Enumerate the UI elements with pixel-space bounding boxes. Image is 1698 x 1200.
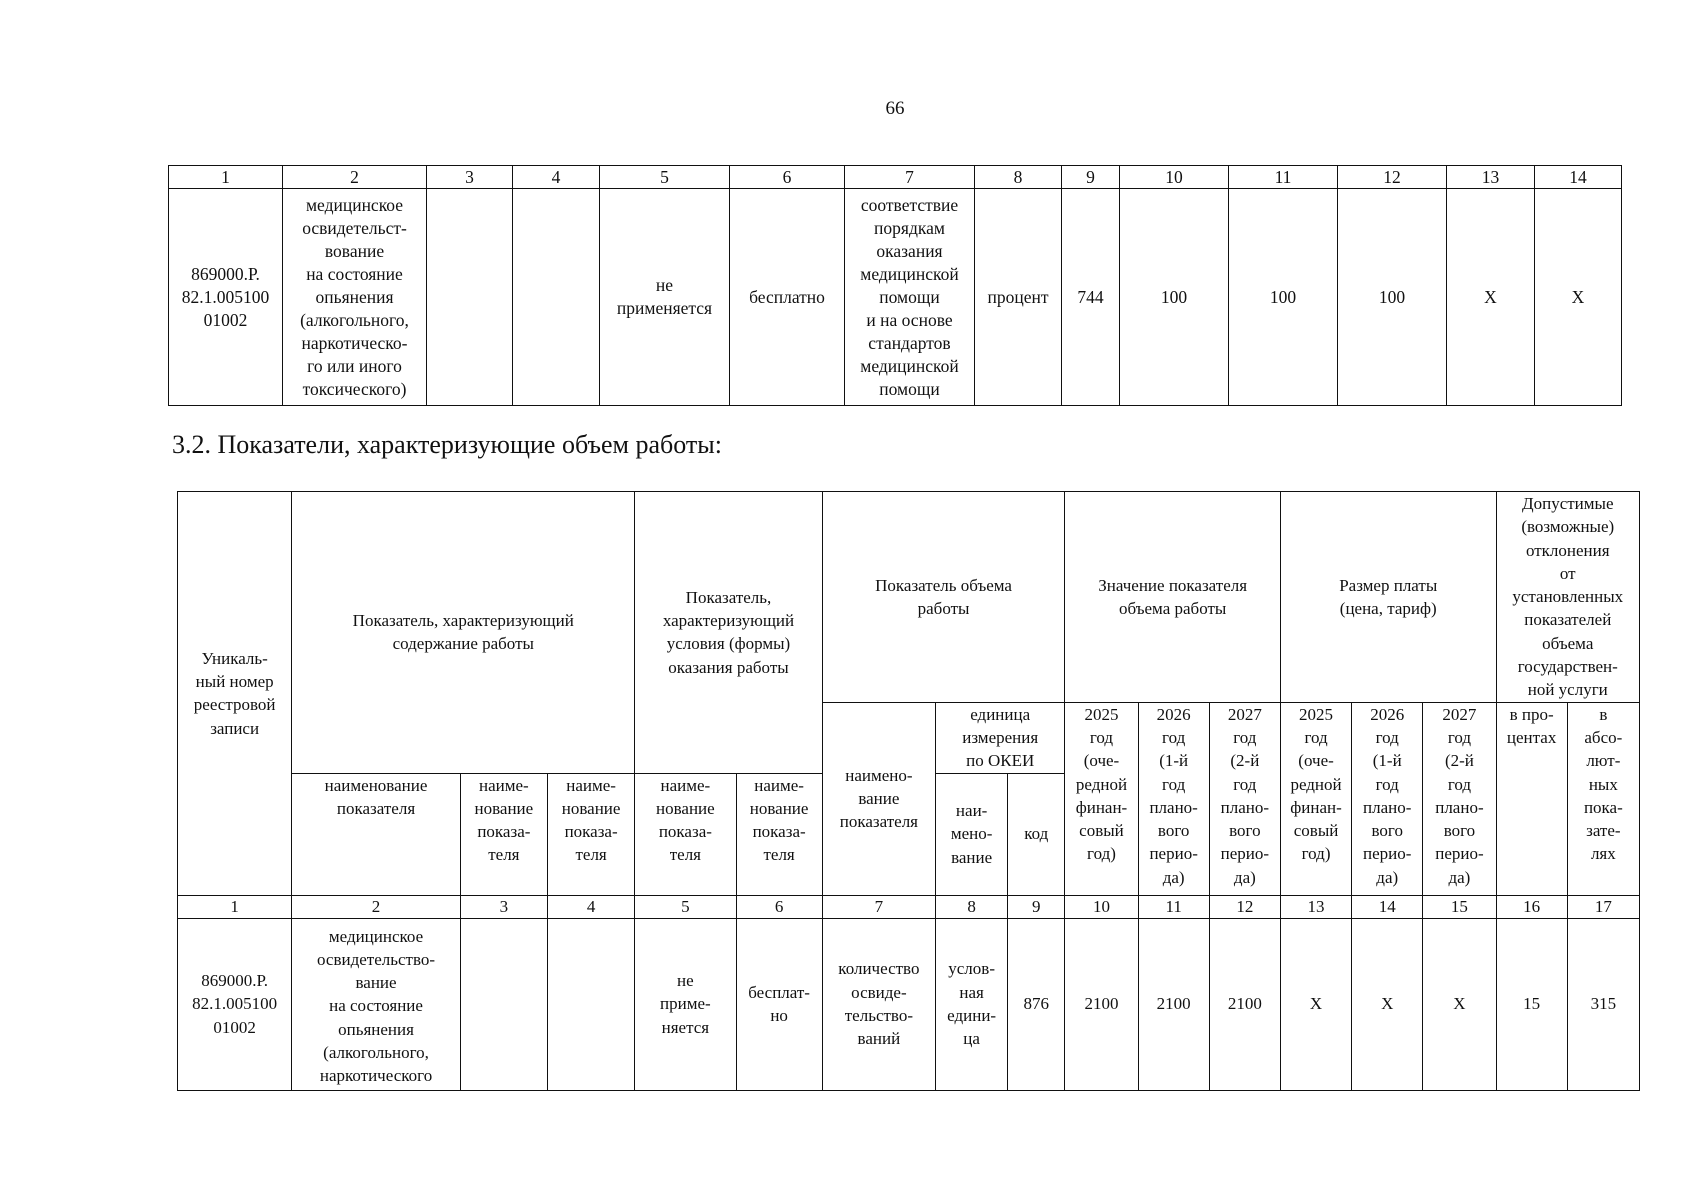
service-content: медицинское освидетельст- вование на состояние опьянения (алкогольного, наркотическо- го или иного токсического)	[283, 189, 427, 406]
fee-2026: X	[1352, 918, 1423, 1090]
unit-code: 876	[1008, 918, 1065, 1090]
unit-name-header: наи- мено- вание	[936, 773, 1008, 895]
column-number: 10	[1120, 166, 1229, 189]
service-quality-table	[168, 165, 1622, 406]
column-number: 10	[1065, 895, 1138, 918]
deviation-percent-header: в про- центах	[1496, 702, 1567, 895]
fee-2025-header: 2025 год (оче- редной финан- совый год)	[1280, 702, 1351, 895]
column-number: 11	[1138, 895, 1209, 918]
column-number: 15	[1423, 895, 1496, 918]
column-number-row	[178, 895, 1640, 918]
column-number: 5	[635, 895, 736, 918]
column-number-row	[169, 166, 1622, 189]
empty-cell	[427, 189, 513, 406]
value-2027-header: 2027 год (2-й год плано- вого перио- да)	[1209, 702, 1280, 895]
payment-form: бесплатно	[730, 189, 845, 406]
column-number: 12	[1338, 166, 1447, 189]
fee-2027-header: 2027 год (2-й год плано- вого перио- да)	[1423, 702, 1496, 895]
column-number: 9	[1062, 166, 1120, 189]
column-number: 14	[1352, 895, 1423, 918]
fee-2027: X	[1423, 918, 1496, 1090]
column-number: 2	[292, 895, 460, 918]
payment-form: бесплат- но	[736, 918, 822, 1090]
column-number: 1	[178, 895, 292, 918]
value-2026: 2100	[1138, 918, 1209, 1090]
column-number: 7	[822, 895, 935, 918]
unit-name: услов- ная едини- ца	[936, 918, 1008, 1090]
fee-2025: X	[1280, 918, 1351, 1090]
quality-indicator: соответствие порядкам оказания медицинской помощи и на основе стандартов медицинской помощи	[845, 189, 975, 406]
unit-code: 744	[1062, 189, 1120, 406]
column-number: 2	[283, 166, 427, 189]
value-2027: 100	[1338, 189, 1447, 406]
deviation-percent: X	[1447, 189, 1535, 406]
unit-name: процент	[975, 189, 1062, 406]
indicator-name-header: наиме- нование показа- теля	[635, 773, 736, 895]
column-number: 14	[1535, 166, 1622, 189]
deviation-percent: 15	[1496, 918, 1567, 1090]
fee-2026-header: 2026 год (1-й год плано- вого перио- да)	[1352, 702, 1423, 895]
section-heading: 3.2. Показатели, характеризующие объем работы:	[172, 430, 722, 459]
service-content: медицинское освидетельство- вание на состояние опьянения (алкогольного, наркотического	[292, 918, 460, 1090]
column-number: 11	[1229, 166, 1338, 189]
value-2026: 100	[1229, 189, 1338, 406]
volume-indicator-header: Показатель объема работы	[822, 492, 1065, 703]
column-number: 4	[513, 166, 600, 189]
indicator-name-header: наиме- нование показа- теля	[736, 773, 822, 895]
value-2025: 2100	[1065, 918, 1138, 1090]
empty-cell	[513, 189, 600, 406]
column-number: 13	[1280, 895, 1351, 918]
column-number: 8	[936, 895, 1008, 918]
column-number: 12	[1209, 895, 1280, 918]
empty-cell	[460, 918, 547, 1090]
value-2025: 100	[1120, 189, 1229, 406]
service-condition: не применяется	[600, 189, 730, 406]
fee-header: Размер платы (цена, тариф)	[1280, 492, 1496, 703]
value-2026-header: 2026 год (1-й год плано- вого перио- да)	[1138, 702, 1209, 895]
column-number: 3	[427, 166, 513, 189]
empty-cell	[547, 918, 634, 1090]
service-condition: не приме- няется	[635, 918, 736, 1090]
indicator-name-header: наиме- нование показа- теля	[460, 773, 547, 895]
volume-value-header: Значение показателя объема работы	[1065, 492, 1281, 703]
value-2025-header: 2025 год (оче- редной финан- совый год)	[1065, 702, 1138, 895]
page-number: 66	[885, 98, 905, 119]
deviation-header: Допустимые (возможные) отклонения от установленных показателей объема государствен- ной услуги	[1496, 492, 1639, 703]
table-row	[178, 918, 1640, 1090]
column-number: 6	[736, 895, 822, 918]
registry-number: 869000.Р. 82.1.005100 01002	[178, 918, 292, 1090]
registry-number-header: Уникаль- ный номер реестровой записи	[178, 492, 292, 896]
header-row	[178, 492, 1640, 703]
value-2027: 2100	[1209, 918, 1280, 1090]
column-number: 13	[1447, 166, 1535, 189]
unit-code-header: код	[1008, 773, 1065, 895]
column-number: 5	[600, 166, 730, 189]
column-number: 6	[730, 166, 845, 189]
column-number: 3	[460, 895, 547, 918]
column-number: 7	[845, 166, 975, 189]
indicator-name-header: наименование показателя	[292, 773, 460, 895]
indicator-name-header: наиме- нование показа- теля	[547, 773, 634, 895]
column-number: 16	[1496, 895, 1567, 918]
deviation-absolute-header: в абсо- лют- ных пока- зате- лях	[1567, 702, 1639, 895]
unit-okei-header: единица измерения по ОКЕИ	[936, 702, 1065, 773]
registry-number: 869000.Р. 82.1.005100 01002	[169, 189, 283, 406]
volume-indicator: количество освиде- тельство- ваний	[822, 918, 935, 1090]
content-indicator-header: Показатель, характеризующий содержание работы	[292, 492, 635, 774]
table-row	[169, 189, 1622, 406]
deviation-absolute: X	[1535, 189, 1622, 406]
work-volume-table	[177, 491, 1640, 1091]
conditions-indicator-header: Показатель, характеризующий условия (формы) оказания работы	[635, 492, 823, 774]
column-number: 9	[1008, 895, 1065, 918]
column-number: 4	[547, 895, 634, 918]
column-number: 8	[975, 166, 1062, 189]
column-number: 1	[169, 166, 283, 189]
volume-indicator-name-header: наимено- вание показателя	[822, 702, 935, 895]
deviation-absolute: 315	[1567, 918, 1639, 1090]
column-number: 17	[1567, 895, 1639, 918]
